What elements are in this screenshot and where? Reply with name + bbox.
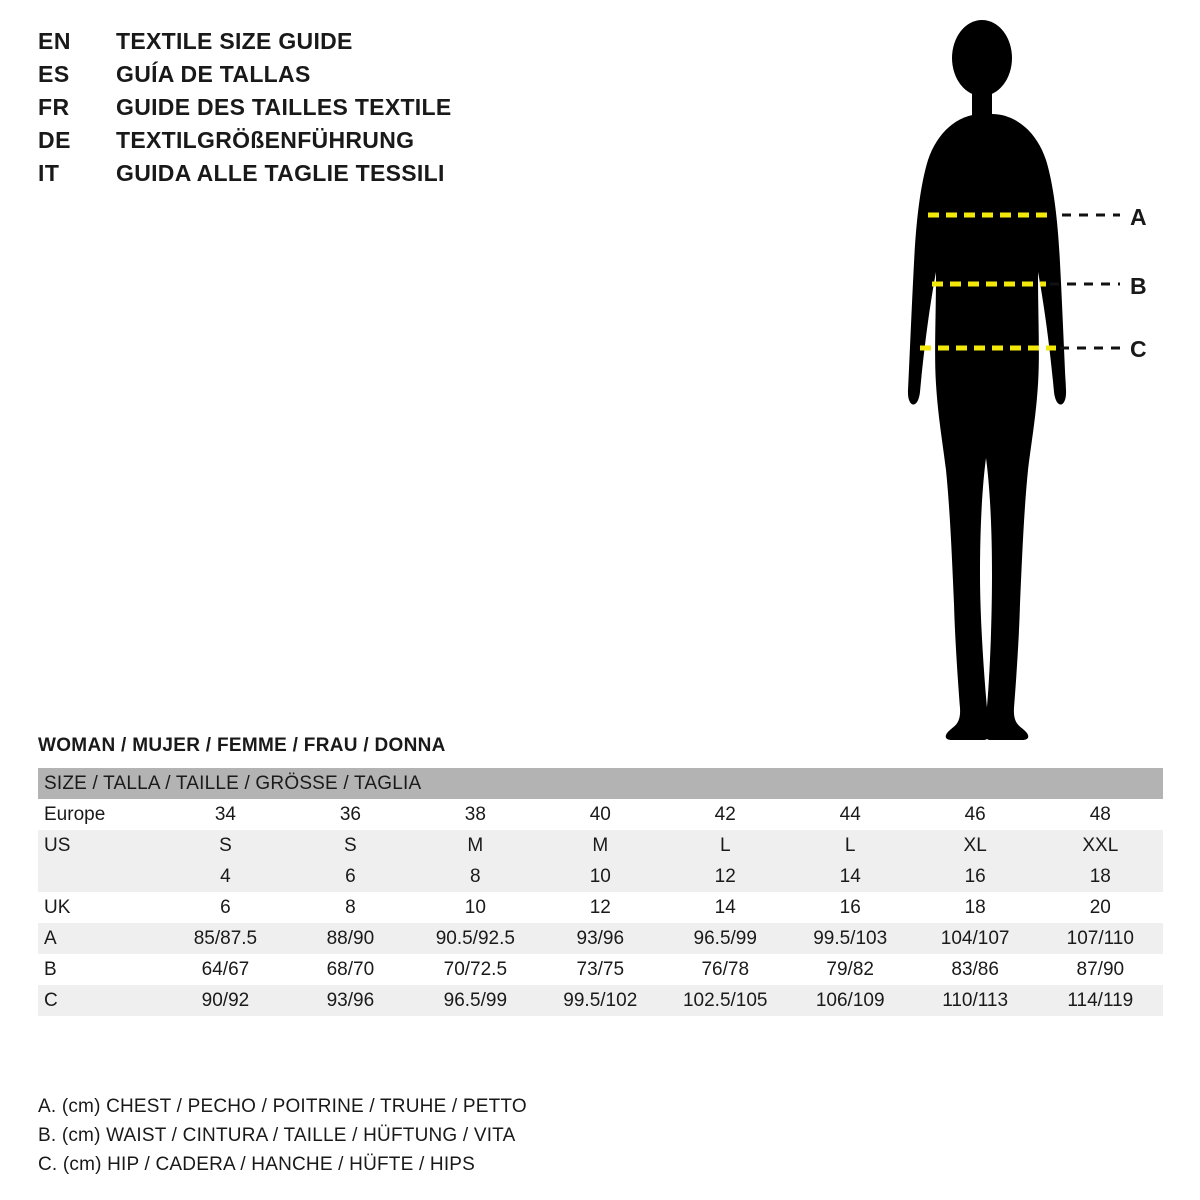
cell: 96.5/99 [413, 985, 538, 1016]
note-chest: A. (cm) CHEST / PECHO / POITRINE / TRUHE / PETTO [38, 1096, 527, 1117]
language-title: TEXTILGRÖßENFÜHRUNG [116, 127, 415, 153]
cell: L [663, 830, 788, 861]
language-code: FR [38, 94, 70, 120]
cell: 104/107 [913, 923, 1038, 954]
cell: 99.5/102 [538, 985, 663, 1016]
size-table [38, 768, 1163, 1016]
cell: 16 [913, 861, 1038, 892]
row-label: C [38, 985, 163, 1016]
language-row-it [38, 160, 558, 193]
language-row-es [38, 61, 558, 94]
table-row [38, 892, 1163, 923]
cell: 18 [1038, 861, 1163, 892]
cell: 64/67 [163, 954, 288, 985]
language-title: TEXTILE SIZE GUIDE [116, 28, 353, 54]
cell: 88/90 [288, 923, 413, 954]
marker-label-a: A [1130, 204, 1147, 230]
cell: 6 [163, 892, 288, 923]
size-table-area [38, 735, 1163, 1016]
note-hip: C. (cm) HIP / CADERA / HANCHE / HÜFTE / HIPS [38, 1154, 476, 1175]
cell: 73/75 [538, 954, 663, 985]
language-code: ES [38, 61, 70, 87]
cell: 96.5/99 [663, 923, 788, 954]
cell: 20 [1038, 892, 1163, 923]
marker-label-c: C [1130, 336, 1147, 362]
cell: S [163, 830, 288, 861]
row-label: UK [38, 892, 163, 923]
row-label: B [38, 954, 163, 985]
group-title: WOMAN / MUJER / FEMME / FRAU / DONNA [38, 735, 446, 756]
cell: XL [913, 830, 1038, 861]
table-row [38, 861, 1163, 892]
cell: 18 [913, 892, 1038, 923]
cell: 93/96 [288, 985, 413, 1016]
cell: 10 [413, 892, 538, 923]
cell: 42 [663, 799, 788, 830]
cell: 14 [663, 892, 788, 923]
row-label: A [38, 923, 163, 954]
language-title-block [38, 28, 558, 193]
cell: 16 [788, 892, 913, 923]
marker-label-b: B [1130, 273, 1147, 299]
cell: 48 [1038, 799, 1163, 830]
table-row [38, 830, 1163, 861]
measurement-lines [880, 18, 1180, 748]
cell: 4 [163, 861, 288, 892]
cell: 44 [788, 799, 913, 830]
cell: 114/119 [1038, 985, 1163, 1016]
language-title: GUÍA DE TALLAS [116, 61, 311, 87]
cell: 106/109 [788, 985, 913, 1016]
cell: 10 [538, 861, 663, 892]
cell: 87/90 [1038, 954, 1163, 985]
cell: 99.5/103 [788, 923, 913, 954]
cell: S [288, 830, 413, 861]
cell: 36 [288, 799, 413, 830]
cell: 90.5/92.5 [413, 923, 538, 954]
cell: 34 [163, 799, 288, 830]
cell: 76/78 [663, 954, 788, 985]
cell: XXL [1038, 830, 1163, 861]
cell: 79/82 [788, 954, 913, 985]
body-figure [880, 18, 1180, 748]
language-title: GUIDA ALLE TAGLIE TESSILI [116, 160, 445, 186]
row-label: US [38, 830, 163, 861]
cell: 6 [288, 861, 413, 892]
language-row-en [38, 28, 558, 61]
cell: 38 [413, 799, 538, 830]
language-code: EN [38, 28, 71, 54]
cell: 46 [913, 799, 1038, 830]
language-title: GUIDE DES TAILLES TEXTILE [116, 94, 452, 120]
table-row [38, 985, 1163, 1016]
measurement-notes [38, 1092, 738, 1179]
table-row [38, 799, 1163, 830]
cell: 102.5/105 [663, 985, 788, 1016]
row-label: Europe [38, 799, 163, 830]
cell: 85/87.5 [163, 923, 288, 954]
table-header-label: SIZE / TALLA / TAILLE / GRÖSSE / TAGLIA [38, 768, 1163, 799]
table-header-row [38, 768, 1163, 799]
table-row [38, 923, 1163, 954]
language-row-fr [38, 94, 558, 127]
language-row-de [38, 127, 558, 160]
cell: 93/96 [538, 923, 663, 954]
cell: 12 [663, 861, 788, 892]
cell: 107/110 [1038, 923, 1163, 954]
cell: L [788, 830, 913, 861]
cell: 40 [538, 799, 663, 830]
language-code: IT [38, 160, 60, 186]
cell: M [413, 830, 538, 861]
row-label [38, 861, 163, 892]
cell: M [538, 830, 663, 861]
cell: 110/113 [913, 985, 1038, 1016]
cell: 90/92 [163, 985, 288, 1016]
cell: 70/72.5 [413, 954, 538, 985]
table-row [38, 954, 1163, 985]
cell: 83/86 [913, 954, 1038, 985]
cell: 12 [538, 892, 663, 923]
language-code: DE [38, 127, 71, 153]
note-waist: B. (cm) WAIST / CINTURA / TAILLE / HÜFTUNG / VITA [38, 1125, 516, 1146]
cell: 14 [788, 861, 913, 892]
cell: 8 [413, 861, 538, 892]
cell: 68/70 [288, 954, 413, 985]
cell: 8 [288, 892, 413, 923]
